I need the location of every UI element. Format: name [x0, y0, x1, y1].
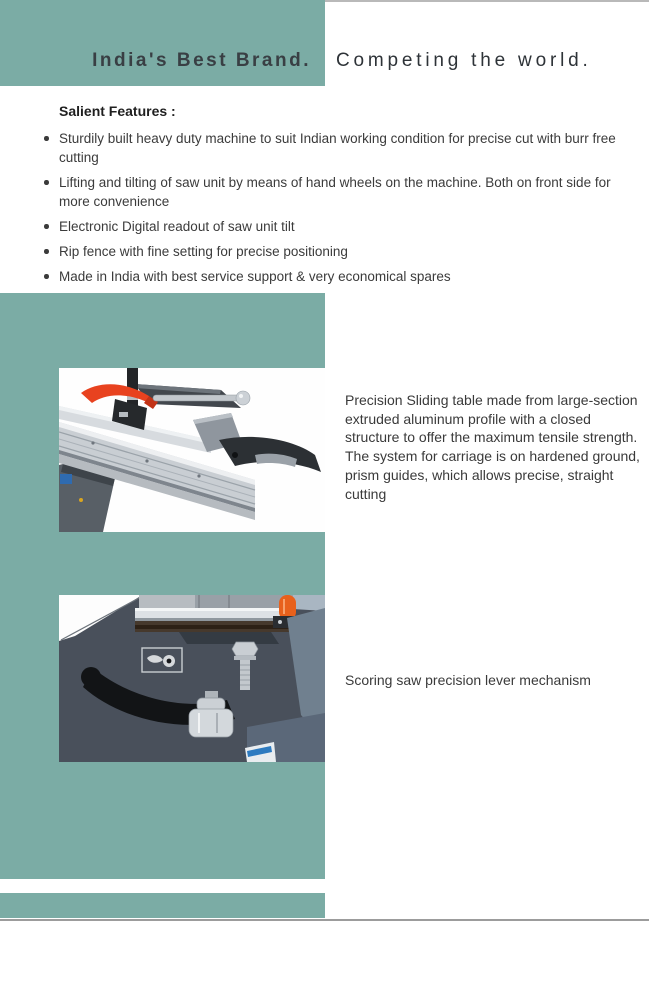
- feature-item: Electronic Digital readout of saw unit tilt: [41, 217, 625, 236]
- top-rule: [325, 0, 649, 2]
- scoring-saw-photo: [59, 595, 325, 762]
- product-caption: Scoring saw precision lever mechanism: [345, 672, 591, 688]
- feature-item: Rip fence with fine setting for precise positioning: [41, 242, 625, 261]
- feature-item: Made in India with best service support & very economical spares: [41, 267, 625, 286]
- feature-list: [41, 129, 645, 286]
- bottom-rule: [0, 919, 649, 921]
- salient-features-section: [41, 102, 645, 292]
- chrome-bar: [135, 608, 295, 621]
- feature-item: Sturdily built heavy duty machine to suit Indian working condition for precise cut with burr free cutting: [41, 129, 625, 167]
- bottom-accent-band: [0, 893, 325, 918]
- product-caption: Precision Sliding table made from large-section extruded aluminum profile with a closed structure to offer the maximum tensile strength. The system for carriage is on hardened ground, prism guides, which allows precise, straight cutting: [345, 392, 640, 502]
- salient-features-heading: Salient Features :: [59, 103, 176, 119]
- brand-tagline: India's Best Brand.: [92, 50, 311, 71]
- header-teal-block: [0, 0, 325, 86]
- sliding-table-photo: [59, 368, 325, 532]
- world-tagline: Competing the world.: [336, 50, 592, 71]
- feature-item: Lifting and tilting of saw unit by means of hand wheels on the machine. Both on front side for more convenience: [41, 173, 625, 211]
